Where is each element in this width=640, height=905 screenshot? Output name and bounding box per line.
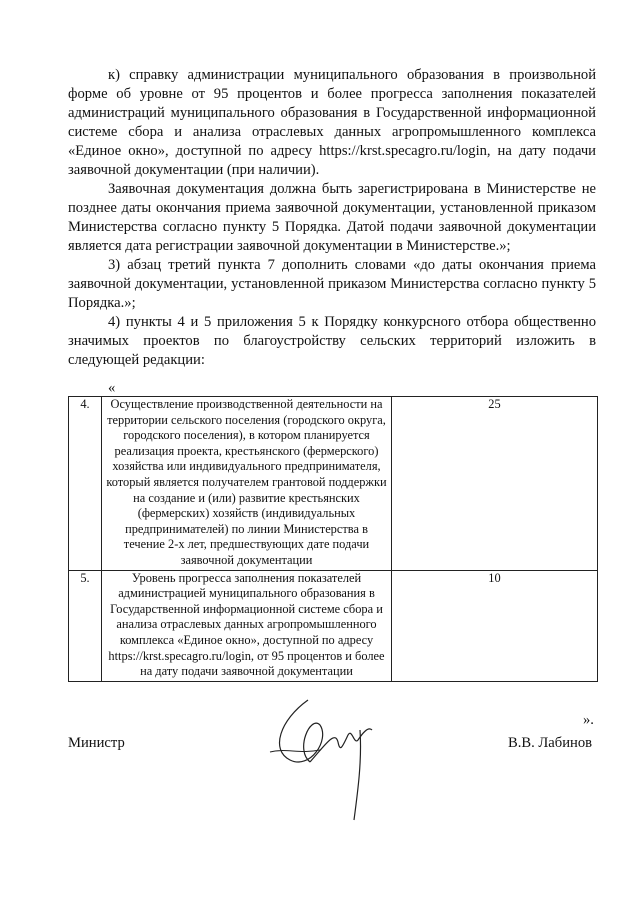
row-number: 4.	[69, 397, 102, 571]
paragraph-registration: Заявочная документация должна быть зарегистрирована в Министерстве не позднее даты окончания приема заявочной документации, установленной приказом Министерства согласно пункту 5 Порядка. Датой подачи заявочной документации является дата регистрации заявочной документации в Министерстве.»;	[68, 181, 596, 254]
document-body	[68, 66, 596, 370]
signer-position: Министр	[68, 735, 125, 751]
row-number: 5.	[69, 570, 102, 681]
row-score: 25	[392, 397, 598, 571]
criteria-table	[68, 396, 598, 682]
row-criterion: Осуществление производственной деятельности на территории сельского поселения (городского округа, городского поселения), в котором планируется реализация проекта, крестьянского (фермерского) хозяйства или индивидуального предпринимателя, который является получателем грантовой поддержки на создание и (или) развитие крестьянских (фермерских) хозяйств (индивидуальных предпринимателей) по линии Министерства в течение 2-х лет, предшествующих дате подачи заявочной документации	[102, 397, 392, 571]
opening-quote: «	[108, 380, 116, 396]
signer-name: В.В. Лабинов	[508, 735, 593, 751]
closing-quote: ».	[583, 712, 594, 728]
paragraph-k: к) справку администрации муниципального образования в произвольной форме об уровне от 95 процентов и более прогресса заполнения показателей администраций муниципального образования в Государственной информационной системе сбора и анализа отраслевых данных агропромышленного комплекса «Единое окно», доступной по адресу https://krst.specagro.ru/login, на дату подачи заявочной документации (при наличии).	[68, 67, 596, 178]
table-row	[69, 570, 598, 681]
paragraph-item-3: 3) абзац третий пункта 7 дополнить словами «до даты окончания приема заявочной документации, установленной приказом Министерства согласно пункту 5 Порядка.»;	[68, 257, 596, 311]
paragraph-item-4: 4) пункты 4 и 5 приложения 5 к Порядку конкурсного отбора общественно значимых проектов по благоустройству сельских территорий изложить в следующей редакции:	[68, 314, 596, 368]
row-score: 10	[392, 570, 598, 681]
signature-icon	[250, 690, 410, 830]
row-criterion: Уровень прогресса заполнения показателей администрацией муниципального образования в Государственной информационной системе сбора и анализа отраслевых данных агропромышленного комплекса «Единое окно», доступной по адресу https://krst.specagro.ru/login, от 95 процентов и более на дату подачи заявочной документации	[102, 570, 392, 681]
table-row	[69, 397, 598, 571]
